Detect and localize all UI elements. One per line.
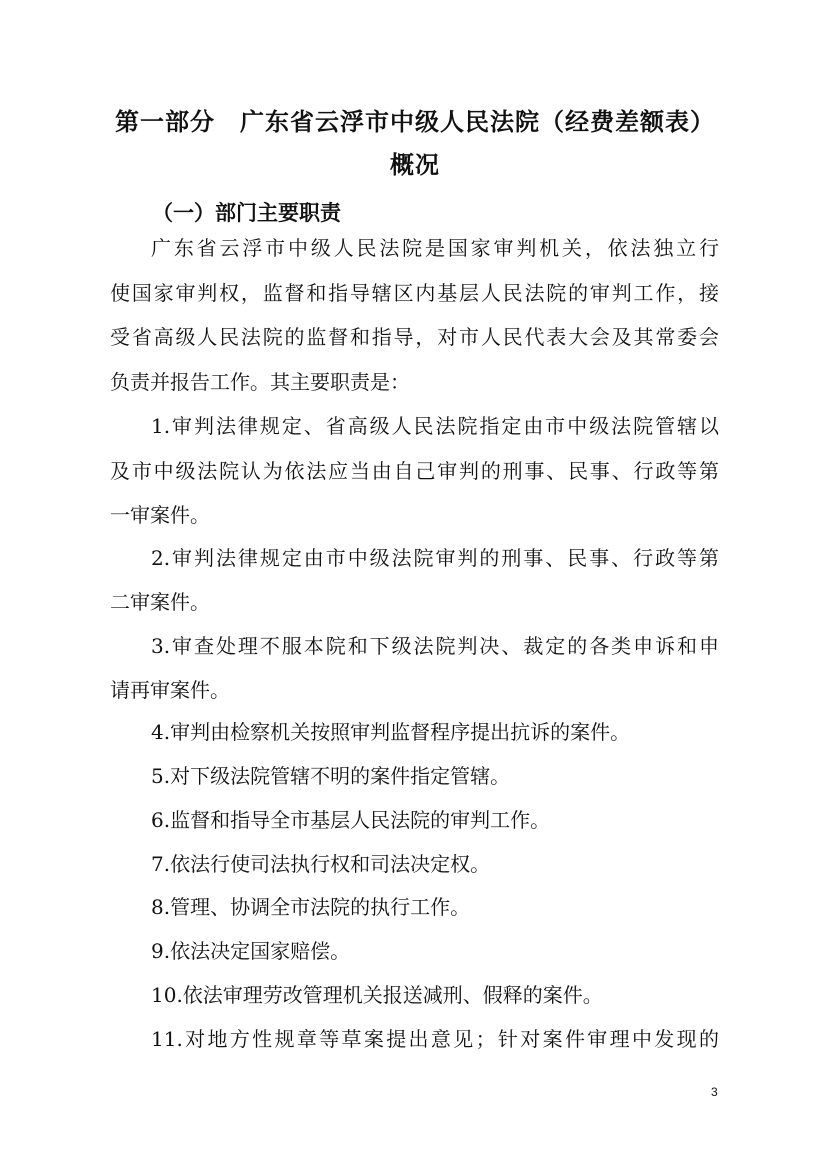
body-line: 11.对地方性规章等草案提出意见；针对案件审理中发现的 [151, 1027, 719, 1051]
body-line: 8.管理、协调全市法院的执行工作。 [151, 895, 471, 919]
body-line: 1.审判法律规定、省高级人民法院指定由市中级法院管辖以 [151, 414, 719, 438]
body-line: 10.依法审理劳改管理机关报送减刑、假释的案件。 [151, 983, 603, 1007]
body-line: 广东省云浮市中级人民法院是国家审判机关，依法独立行 [151, 236, 719, 260]
body-line: 受省高级人民法院的监督和指导，对市人民代表大会及其常委会 [110, 325, 719, 349]
body-line: 及市中级法院认为依法应当由自己审判的刑事、民事、行政等第 [110, 459, 719, 483]
title-line-2: 概况 [390, 151, 440, 179]
body-line: 使国家审判权，监督和指导辖区内基层人民法院的审判工作，接 [110, 281, 719, 305]
body-line: 9.依法决定国家赔偿。 [151, 939, 351, 963]
title-line-1: 第一部分 广东省云浮市中级人民法院（经费差额表） [115, 108, 715, 136]
body-line: 3.审查处理不服本院和下级法院判决、裁定的各类申诉和申 [151, 634, 719, 658]
section-heading: （一）部门主要职责 [152, 201, 341, 225]
body-line: 一审案件。 [110, 503, 210, 527]
body-line: 2.审判法律规定由市中级法院审判的刑事、民事、行政等第 [151, 546, 719, 570]
body-line: 7.依法行使司法执行权和司法决定权。 [151, 852, 491, 876]
body-line: 4.审判由检察机关按照审判监督程序提出抗诉的案件。 [151, 720, 631, 744]
body-line: 6.监督和指导全市基层人民法院的审判工作。 [151, 808, 551, 832]
body-line: 负责并报告工作。其主要职责是： [110, 370, 410, 394]
body-line: 请再审案件。 [110, 678, 230, 702]
body-line: 5.对下级法院管辖不明的案件指定管辖。 [151, 764, 511, 788]
body-line: 二审案件。 [110, 590, 210, 614]
page-number: 3 [711, 1085, 718, 1099]
